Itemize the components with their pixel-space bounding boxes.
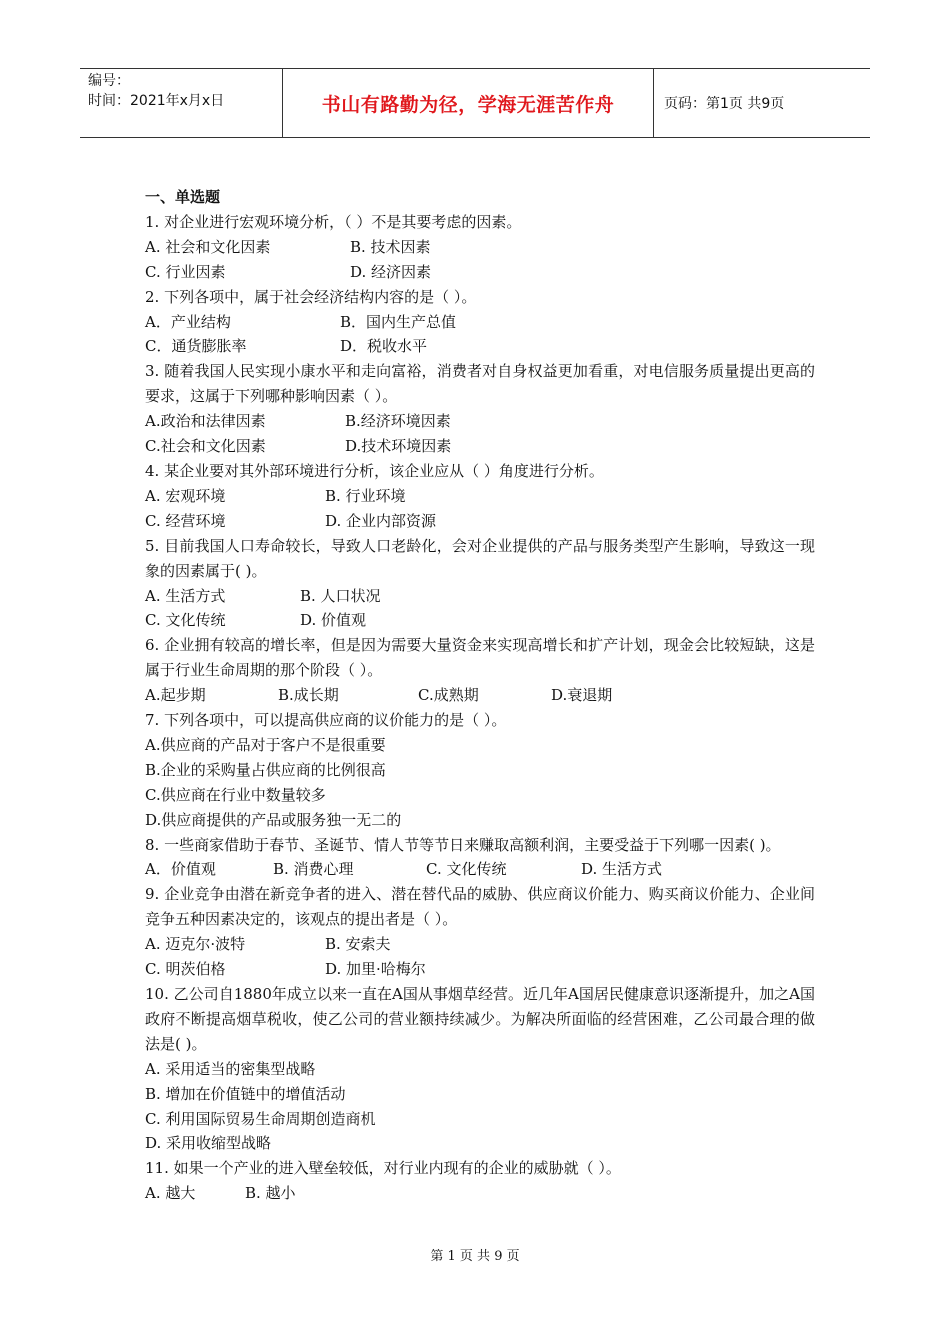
answer-option: B. 行业环境	[325, 486, 406, 505]
header-motto-cell	[282, 69, 654, 137]
answer-option: D.衰退期	[551, 686, 613, 705]
answer-option: C. 行业因素	[145, 262, 226, 281]
answer-option: D.技术环境因素	[345, 437, 452, 456]
answer-option: A.供应商的产品对于客户不是很重要	[145, 735, 386, 754]
header-meta	[80, 69, 282, 137]
document-body	[145, 185, 815, 1206]
option-row	[145, 932, 815, 957]
question-text: 6. 企业拥有较高的增长率，但是因为需要大量资金来实现高增长和扩产计划，现金会比较短缺，这是属于行业生命周期的那个阶段（ ）。	[145, 636, 815, 680]
answer-option: C. 文化传统	[145, 611, 226, 630]
option-row	[145, 957, 815, 982]
option-row	[145, 334, 815, 359]
answer-option: D.供应商提供的产品或服务独一无二的	[145, 810, 402, 829]
option-row	[145, 584, 815, 609]
option-row	[145, 1107, 815, 1132]
answer-option: C. 经营环境	[145, 511, 226, 530]
question-list	[145, 210, 815, 1206]
option-row	[145, 783, 815, 808]
answer-option: B. 越小	[245, 1184, 296, 1203]
option-row	[145, 434, 815, 459]
answer-option: C. 明茨伯格	[145, 960, 226, 979]
answer-option: B. 消费心理	[273, 860, 354, 879]
option-row	[145, 484, 815, 509]
question-text: 10. 乙公司自1880年成立以来一直在A国从事烟草经营。近几年A国居民健康意识逐渐提升，加之A国政府不断提高烟草税收，使乙公司的营业额持续减少。为解决所面临的经营困难，乙公司最合理的做法是( )。	[145, 985, 815, 1053]
option-row	[145, 683, 815, 708]
answer-option: B.经济环境因素	[345, 412, 451, 431]
section-title: 一、单选题	[145, 188, 221, 206]
answer-option: A. 迈克尔·波特	[145, 935, 246, 954]
answer-option: B．国内生产总值	[340, 312, 457, 331]
question-text: 8. 一些商家借助于春节、圣诞节、情人节等节日来赚取高额利润，主要受益于下列哪一因素( )。	[145, 835, 781, 854]
answer-option: B. 安索夫	[325, 935, 391, 954]
question-text: 3. 随着我国人民实现小康水平和走向富裕，消费者对自身权益更加看重，对电信服务质量提出更高的要求，这属于下列哪种影响因素（ ）。	[145, 362, 815, 406]
answer-option: B.企业的采购量占供应商的比例很高	[145, 760, 386, 779]
answer-option: B. 人口状况	[300, 586, 381, 605]
header-page-info	[654, 69, 870, 137]
option-row	[145, 1057, 815, 1082]
document-header	[80, 68, 870, 138]
option-row	[145, 310, 815, 335]
answer-option: B. 增加在价值链中的增值活动	[145, 1084, 346, 1103]
answer-option: A. 生活方式	[145, 586, 226, 605]
answer-option: A. 宏观环境	[145, 486, 226, 505]
footer-page-number: 第 1 页 共 9 页	[430, 1249, 520, 1264]
page-footer	[0, 1245, 950, 1264]
answer-option: C. 文化传统	[426, 860, 507, 879]
answer-option: B. 技术因素	[350, 237, 431, 256]
question-text: 4. 某企业要对其外部环境进行分析，该企业应从（ ）角度进行分析。	[145, 461, 604, 480]
answer-option: C.社会和文化因素	[145, 437, 266, 456]
answer-option: C.成熟期	[418, 686, 479, 705]
option-row	[145, 1131, 815, 1156]
answer-option: D. 价值观	[300, 611, 367, 630]
answer-option: C. 利用国际贸易生命周期创造商机	[145, 1109, 376, 1128]
answer-option: B.成长期	[278, 686, 339, 705]
option-row	[145, 733, 815, 758]
question-text: 1. 对企业进行宏观环境分析，（ ）不是其要考虑的因素。	[145, 212, 522, 231]
option-row	[145, 758, 815, 783]
answer-option: A. 社会和文化因素	[145, 237, 271, 256]
question-text: 2. 下列各项中，属于社会经济结构内容的是（ ）。	[145, 287, 477, 306]
option-row	[145, 608, 815, 633]
option-row	[145, 260, 815, 285]
answer-option: D. 企业内部资源	[325, 511, 437, 530]
option-row	[145, 1082, 815, 1107]
answer-option: D．税收水平	[340, 337, 428, 356]
option-row	[145, 1181, 815, 1206]
motto: 书山有路勤为径，学海无涯苦作舟	[321, 93, 615, 116]
option-row	[145, 409, 815, 434]
answer-option: A.起步期	[145, 686, 206, 705]
question-text: 9. 企业竞争由潜在新竞争者的进入、潜在替代品的威胁、供应商议价能力、购买商议价能力、企业间竞争五种因素决定的，该观点的提出者是（ ）。	[145, 885, 815, 929]
option-row	[145, 857, 815, 882]
answer-option: A. 采用适当的密集型战略	[145, 1059, 316, 1078]
answer-option: A．价值观	[145, 860, 216, 879]
option-row	[145, 509, 815, 534]
question-text: 7. 下列各项中，可以提高供应商的议价能力的是（ ）。	[145, 711, 507, 730]
answer-option: C．通货膨胀率	[145, 337, 247, 356]
question-text: 11. 如果一个产业的进入壁垒较低，对行业内现有的企业的威胁就（ ）。	[145, 1159, 621, 1178]
answer-option: A. 越大	[145, 1184, 196, 1203]
option-row	[145, 808, 815, 833]
answer-option: D. 加里·哈梅尔	[325, 960, 426, 979]
answer-option: C.供应商在行业中数量较多	[145, 785, 326, 804]
answer-option: D. 经济因素	[350, 262, 432, 281]
option-row	[145, 235, 815, 260]
number-label: 编号：	[88, 73, 130, 89]
answer-option: A.政治和法律因素	[145, 412, 266, 431]
page-info: 页码：第1页 共9页	[664, 96, 785, 112]
answer-option: D. 采用收缩型战略	[145, 1134, 272, 1153]
time-label: 时间：2021年x月x日	[88, 93, 225, 109]
question-text: 5. 目前我国人口寿命较长，导致人口老龄化，会对企业提供的产品与服务类型产生影响，导致这一现象的因素属于( )。	[145, 536, 815, 580]
answer-option: A．产业结构	[145, 312, 231, 331]
answer-option: D. 生活方式	[581, 860, 663, 879]
